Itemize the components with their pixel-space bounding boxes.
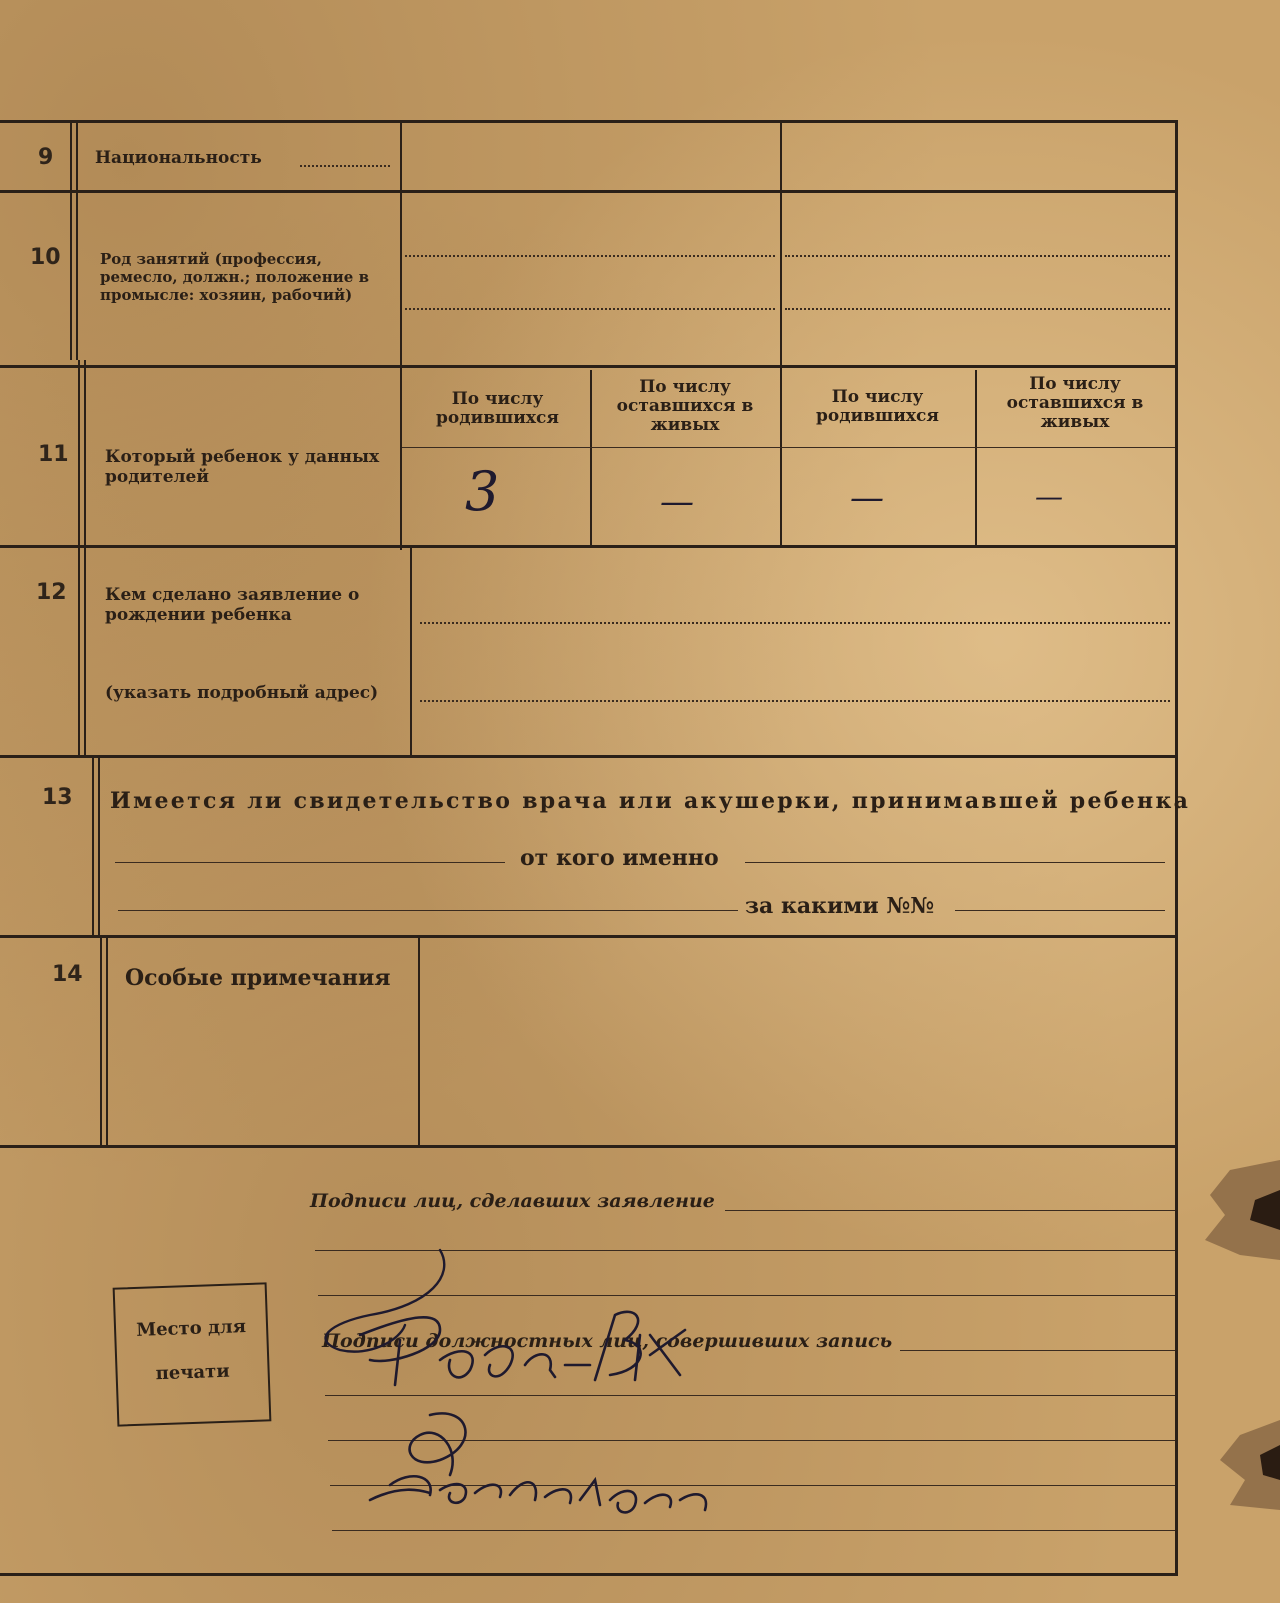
- fill-line: [745, 862, 1165, 863]
- row-divider: [0, 190, 1175, 193]
- fill-line: [405, 308, 775, 310]
- label-column-divider: [400, 120, 402, 550]
- fill-line: [420, 622, 1170, 624]
- row-11-number: 11: [38, 442, 69, 467]
- number-column-divider: [78, 360, 86, 755]
- signature-line: [725, 1210, 1175, 1211]
- row-12-sublabel: (указать подробный адрес): [105, 683, 379, 703]
- fill-line: [118, 910, 738, 911]
- row-12-number: 12: [36, 580, 67, 605]
- leader-dots: [300, 165, 390, 167]
- col-header-born: По числу родившихся: [436, 389, 559, 428]
- row-14-number: 14: [52, 962, 83, 987]
- sub-column-divider: [975, 370, 977, 545]
- row-14-label: Особые примечания: [125, 965, 391, 991]
- fill-line: [115, 862, 505, 863]
- value-alive: —: [660, 482, 694, 522]
- signature-registrar-drawing: [360, 1405, 740, 1525]
- signature-line: [332, 1530, 1175, 1531]
- signature-flourish: [310, 1245, 470, 1369]
- signature-flourish-drawing: [310, 1245, 470, 1365]
- col-header-alive-2: По числу оставшихся в живых: [1006, 374, 1144, 432]
- fill-line: [420, 700, 1170, 702]
- number-column-divider: [100, 935, 108, 1145]
- header-underline: [402, 447, 1175, 448]
- row-12-label: Кем сделано заявление о рождении ребенка: [105, 585, 360, 625]
- col-header-born-2: По числу родившихся: [816, 387, 939, 426]
- torn-edge-shape: [1215, 1420, 1280, 1510]
- row-13-numbers: за какими №№: [745, 893, 935, 919]
- row-13-label: Имеется ли свидетельство врача или акушерки, принимавшей ребенка: [110, 788, 1191, 814]
- signature-registrar: [360, 1405, 740, 1529]
- torn-edge: [1200, 1160, 1280, 1264]
- number-column-divider: [92, 755, 100, 935]
- applicants-signature-label: Подписи лиц, сделавших заявление: [310, 1190, 715, 1212]
- number-column-divider: [70, 120, 78, 360]
- torn-edge: [1215, 1420, 1280, 1514]
- value-born-2: —: [850, 478, 884, 518]
- torn-edge-shape: [1200, 1160, 1280, 1260]
- stamp-place: [113, 1282, 272, 1426]
- row-divider: [0, 1145, 1175, 1148]
- fill-line: [955, 910, 1165, 911]
- row-9-number: 9: [38, 145, 54, 170]
- row-11-label: Который ребенок у данных родителей: [105, 447, 380, 487]
- fill-line: [785, 255, 1170, 257]
- row-divider: [0, 545, 1175, 548]
- label-column-divider: [410, 545, 412, 755]
- label-column-divider: [418, 935, 420, 1145]
- officials-signature-label: Подписи должностных лиц, совершивших запись: [322, 1330, 893, 1352]
- sub-column-divider: [590, 370, 592, 545]
- row-divider: [0, 755, 1175, 758]
- row-13-from-whom: от кого именно: [520, 845, 719, 871]
- row-13-number: 13: [42, 785, 73, 810]
- col-header-alive: По числу оставшихся в живых: [616, 377, 754, 435]
- row-10-number: 10: [30, 245, 61, 270]
- row-10-label: Род занятий (профессия, ремесло, должн.; положение в промысле: хозяин, рабочий): [100, 250, 369, 304]
- signature-line: [900, 1350, 1175, 1351]
- row-divider: [0, 935, 1175, 938]
- row-9-label: Национальность: [95, 148, 262, 168]
- stamp-label: Место для печати: [135, 1316, 247, 1385]
- value-alive-2: —: [1035, 480, 1063, 513]
- fill-line: [785, 308, 1170, 310]
- row-divider: [0, 365, 1175, 368]
- parent-column-divider: [780, 120, 782, 545]
- value-born: 3: [465, 460, 500, 523]
- fill-line: [405, 255, 775, 257]
